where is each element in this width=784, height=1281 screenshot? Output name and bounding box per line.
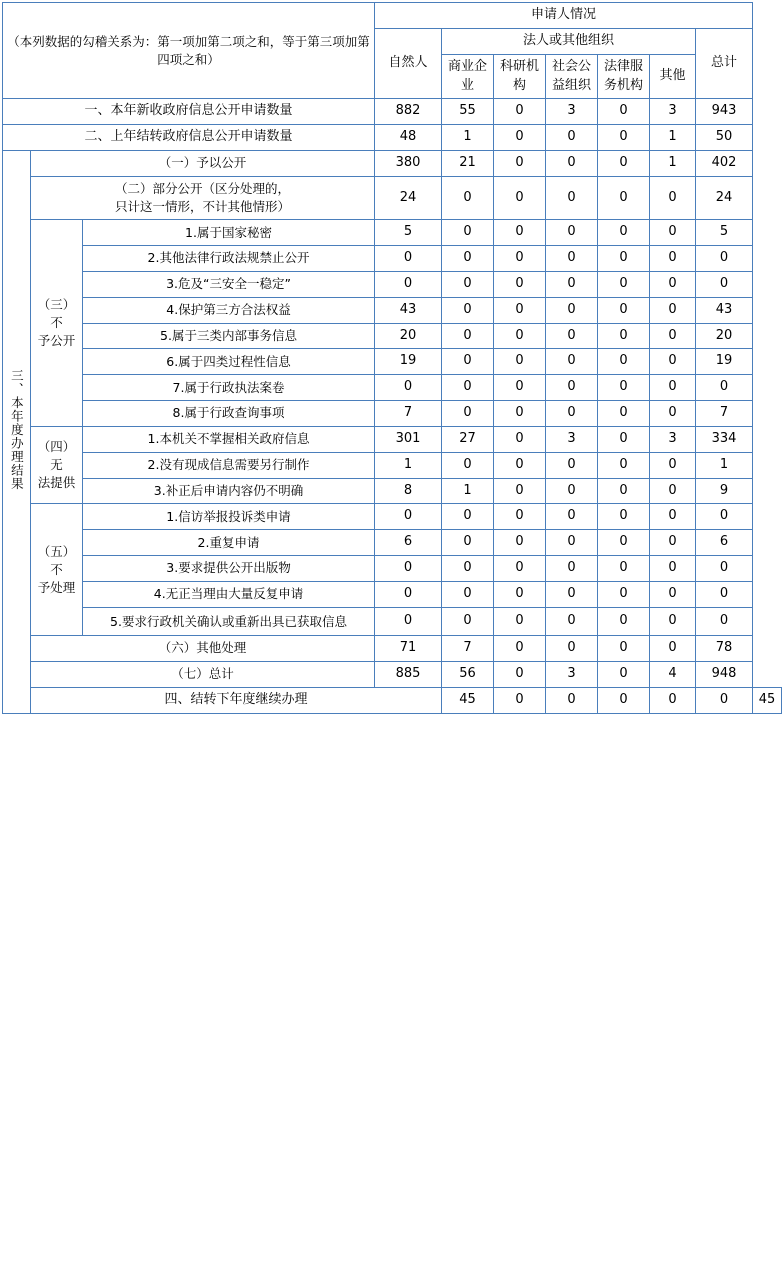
group-label-not-processed [31, 504, 83, 636]
cell-value: 0 [696, 556, 753, 582]
cell-value: 0 [598, 151, 650, 177]
cell-value: 9 [696, 478, 753, 504]
cell-value: 6 [696, 530, 753, 556]
cell-value: 1 [442, 478, 494, 504]
government-info-disclosure-table [2, 2, 782, 714]
cell-value: 0 [650, 401, 696, 427]
cell-value: 0 [598, 220, 650, 246]
cell-value: 0 [598, 401, 650, 427]
row-label-state-secret: 1.属于国家秘密 [83, 220, 375, 246]
cell-value: 0 [546, 636, 598, 662]
cell-value: 0 [598, 452, 650, 478]
cell-value: 0 [598, 426, 650, 452]
cell-value: 0 [546, 687, 598, 713]
cell-value: 0 [598, 636, 650, 662]
cell-value: 0 [650, 478, 696, 504]
header-legal-group: 法人或其他组织 [442, 28, 696, 54]
cell-value: 3 [650, 99, 696, 125]
cell-value: 56 [442, 661, 494, 687]
table-row [3, 323, 782, 349]
row-label-reconfirm-info: 5.要求行政机关确认或重新出具已获取信息 [83, 607, 375, 635]
table-row [3, 297, 782, 323]
table-row [3, 530, 782, 556]
cell-value: 0 [598, 271, 650, 297]
cell-value: 0 [650, 687, 696, 713]
row-label-still-unclear: 3.补正后申请内容仍不明确 [83, 478, 375, 504]
cell-value: 3 [546, 661, 598, 687]
cell-value: 0 [546, 246, 598, 272]
cell-value: 0 [598, 176, 650, 219]
cell-value: 0 [546, 151, 598, 177]
cell-value: 0 [546, 607, 598, 635]
cell-value: 0 [598, 99, 650, 125]
cell-value: 0 [494, 504, 546, 530]
cell-value: 0 [442, 220, 494, 246]
cell-value: 0 [598, 581, 650, 607]
cell-value: 0 [442, 246, 494, 272]
cell-value: 0 [650, 452, 696, 478]
cell-value: 7 [375, 401, 442, 427]
row-label-needs-creation: 2.没有现成信息需要另行制作 [83, 452, 375, 478]
cell-value: 19 [375, 349, 442, 375]
cell-value: 27 [442, 426, 494, 452]
cell-value: 0 [598, 478, 650, 504]
cell-value: 0 [696, 271, 753, 297]
header-applicant-group: 申请人情况 [375, 3, 753, 29]
cell-value: 0 [598, 246, 650, 272]
row-label-third-party-rights: 4.保护第三方合法权益 [83, 297, 375, 323]
table-row [3, 452, 782, 478]
cell-value: 0 [598, 556, 650, 582]
table-row [3, 607, 782, 635]
row-label-petition-complaint: 1.信访举报投诉类申请 [83, 504, 375, 530]
table-row [3, 246, 782, 272]
cell-value: 0 [375, 504, 442, 530]
cell-value: 0 [442, 297, 494, 323]
cell-value: 0 [546, 323, 598, 349]
cell-value: 882 [375, 99, 442, 125]
cell-value: 0 [546, 375, 598, 401]
table-row [3, 504, 782, 530]
cell-value: 0 [696, 504, 753, 530]
group-label-not-disclosed [31, 220, 83, 427]
cell-value: 71 [375, 636, 442, 662]
cell-value: 0 [375, 375, 442, 401]
row-label-partial-disclose-line2: 只计这一情形，不计其他情形） [115, 199, 291, 215]
table-header-row-1 [3, 3, 782, 29]
row-label-subtotal: （七）总计 [31, 661, 375, 687]
group-label-not-processed-line1: （五）不 [37, 543, 76, 577]
cell-value: 0 [650, 504, 696, 530]
cell-value: 0 [650, 581, 696, 607]
cell-value: 0 [494, 607, 546, 635]
row-label-new-applications: 一、本年新收政府信息公开申请数量 [3, 99, 375, 125]
cell-value: 0 [598, 504, 650, 530]
cell-value: 0 [546, 556, 598, 582]
row-label-enforcement-file: 7.属于行政执法案卷 [83, 375, 375, 401]
cell-value: 3 [546, 99, 598, 125]
cell-value: 78 [696, 636, 753, 662]
cell-value: 0 [442, 530, 494, 556]
cell-value: 5 [696, 220, 753, 246]
cell-value: 0 [598, 687, 650, 713]
cell-value: 0 [494, 426, 546, 452]
cell-value: 885 [375, 661, 442, 687]
cell-value: 0 [494, 246, 546, 272]
cell-value: 45 [442, 687, 494, 713]
table-row [3, 401, 782, 427]
row-label-carry-forward: 四、结转下年度继续办理 [31, 687, 442, 713]
table-row [3, 176, 782, 219]
cell-value: 0 [442, 452, 494, 478]
table-row [3, 375, 782, 401]
group-label-not-processed-line2: 予处理 [37, 579, 76, 595]
cell-value: 0 [546, 220, 598, 246]
cell-value: 0 [696, 607, 753, 635]
cell-value: 0 [442, 504, 494, 530]
table-row [3, 99, 782, 125]
cell-value: 20 [696, 323, 753, 349]
row-label-three-safety: 3.危及“三安全一稳定” [83, 271, 375, 297]
cell-value: 21 [442, 151, 494, 177]
cell-value: 0 [650, 220, 696, 246]
cell-value: 0 [546, 530, 598, 556]
cell-value: 0 [494, 661, 546, 687]
cell-value: 0 [696, 581, 753, 607]
row-label-internal-affairs: 5.属于三类内部事务信息 [83, 323, 375, 349]
cell-value: 6 [375, 530, 442, 556]
cell-value: 0 [546, 271, 598, 297]
row-label-carried-over: 二、上年结转政府信息公开申请数量 [3, 125, 375, 151]
group-label-unable-to-provide-line2: 法提供 [37, 475, 76, 491]
cell-value: 0 [650, 530, 696, 556]
cell-value: 948 [696, 661, 753, 687]
cell-value: 7 [442, 636, 494, 662]
cell-value: 45 [753, 687, 782, 713]
row-label-other-law-prohibits: 2.其他法律行政法规禁止公开 [83, 246, 375, 272]
cell-value: 402 [696, 151, 753, 177]
header-natural-person: 自然人 [375, 28, 442, 99]
cell-value: 0 [546, 581, 598, 607]
cell-value: 24 [375, 176, 442, 219]
group-label-unable-to-provide-line1: （四）无 [37, 438, 76, 473]
cell-value: 0 [650, 297, 696, 323]
group-label-unable-to-provide [31, 426, 83, 504]
cell-value: 0 [375, 246, 442, 272]
row-label-partial-disclose [31, 176, 375, 219]
cell-value: 0 [650, 375, 696, 401]
cell-value: 0 [494, 176, 546, 219]
cell-value: 334 [696, 426, 753, 452]
cell-value: 0 [494, 478, 546, 504]
table-row [3, 426, 782, 452]
header-note-cell: （本列数据的勾稽关系为：第一项加第二项之和，等于第三项加第四项之和） [3, 3, 375, 99]
cell-value: 0 [494, 375, 546, 401]
cell-value: 0 [598, 125, 650, 151]
header-legal-service-org: 法律服务机构 [598, 54, 650, 99]
cell-value: 0 [650, 323, 696, 349]
header-commercial-enterprise: 商业企业 [442, 54, 494, 99]
cell-value: 0 [494, 687, 546, 713]
cell-value: 19 [696, 349, 753, 375]
table-row [3, 151, 782, 177]
cell-value: 943 [696, 99, 753, 125]
cell-value: 1 [375, 452, 442, 478]
row-label-repeated-requests: 4.无正当理由大量反复申请 [83, 581, 375, 607]
cell-value: 0 [494, 271, 546, 297]
cell-value: 0 [442, 607, 494, 635]
group-label-not-disclosed-line1: （三）不 [37, 296, 76, 330]
cell-value: 0 [598, 607, 650, 635]
table-row [3, 687, 782, 713]
row-label-not-held: 1.本机关不掌握相关政府信息 [83, 426, 375, 452]
group-label-section-3-text: 三、本年度办理结果 [9, 368, 25, 491]
cell-value: 0 [494, 151, 546, 177]
table-row [3, 478, 782, 504]
table-row [3, 556, 782, 582]
cell-value: 0 [494, 581, 546, 607]
cell-value: 0 [442, 323, 494, 349]
cell-value: 0 [546, 452, 598, 478]
report-page [0, 2, 784, 1281]
cell-value: 1 [650, 151, 696, 177]
group-label-section-3 [3, 151, 31, 714]
cell-value: 380 [375, 151, 442, 177]
cell-value: 0 [442, 271, 494, 297]
cell-value: 0 [598, 530, 650, 556]
cell-value: 0 [696, 375, 753, 401]
header-other: 其他 [650, 54, 696, 99]
cell-value: 0 [650, 176, 696, 219]
cell-value: 0 [650, 349, 696, 375]
cell-value: 4 [650, 661, 696, 687]
cell-value: 0 [650, 271, 696, 297]
cell-value: 0 [546, 349, 598, 375]
cell-value: 0 [494, 220, 546, 246]
cell-value: 3 [546, 426, 598, 452]
cell-value: 3 [650, 426, 696, 452]
table-row [3, 349, 782, 375]
table-row [3, 636, 782, 662]
cell-value: 0 [494, 636, 546, 662]
table-row [3, 220, 782, 246]
cell-value: 8 [375, 478, 442, 504]
cell-value: 0 [494, 452, 546, 478]
table-row [3, 581, 782, 607]
row-label-other-handling: （六）其他处理 [31, 636, 375, 662]
cell-value: 0 [375, 607, 442, 635]
cell-value: 0 [442, 349, 494, 375]
row-label-admin-query: 8.属于行政查询事项 [83, 401, 375, 427]
cell-value: 0 [494, 297, 546, 323]
cell-value: 0 [494, 556, 546, 582]
cell-value: 0 [598, 323, 650, 349]
cell-value: 0 [650, 556, 696, 582]
cell-value: 0 [546, 125, 598, 151]
cell-value: 0 [546, 297, 598, 323]
header-research-institution: 科研机构 [494, 54, 546, 99]
cell-value: 1 [442, 125, 494, 151]
cell-value: 0 [598, 661, 650, 687]
cell-value: 43 [375, 297, 442, 323]
cell-value: 0 [442, 375, 494, 401]
cell-value: 301 [375, 426, 442, 452]
cell-value: 0 [546, 176, 598, 219]
cell-value: 1 [696, 452, 753, 478]
cell-value: 0 [494, 349, 546, 375]
cell-value: 0 [650, 246, 696, 272]
table-row [3, 661, 782, 687]
cell-value: 5 [375, 220, 442, 246]
header-total: 总计 [696, 28, 753, 99]
row-label-published-materials: 3.要求提供公开出版物 [83, 556, 375, 582]
cell-value: 0 [442, 176, 494, 219]
cell-value: 48 [375, 125, 442, 151]
row-label-process-info: 6.属于四类过程性信息 [83, 349, 375, 375]
cell-value: 0 [546, 478, 598, 504]
table-row [3, 271, 782, 297]
cell-value: 0 [650, 636, 696, 662]
cell-value: 0 [375, 581, 442, 607]
row-label-duplicate-request: 2.重复申请 [83, 530, 375, 556]
row-label-partial-disclose-line1: （二）部分公开（区分处理的， [115, 180, 291, 196]
header-public-welfare-org: 社会公益组织 [546, 54, 598, 99]
cell-value: 0 [375, 271, 442, 297]
group-label-not-disclosed-line2: 予公开 [37, 333, 76, 349]
cell-value: 0 [598, 349, 650, 375]
cell-value: 55 [442, 99, 494, 125]
row-label-disclose: （一）予以公开 [31, 151, 375, 177]
cell-value: 0 [598, 297, 650, 323]
cell-value: 1 [650, 125, 696, 151]
cell-value: 7 [696, 401, 753, 427]
cell-value: 43 [696, 297, 753, 323]
cell-value: 20 [375, 323, 442, 349]
cell-value: 0 [494, 401, 546, 427]
cell-value: 0 [696, 246, 753, 272]
cell-value: 0 [494, 530, 546, 556]
cell-value: 50 [696, 125, 753, 151]
cell-value: 0 [442, 556, 494, 582]
cell-value: 0 [494, 125, 546, 151]
cell-value: 24 [696, 176, 753, 219]
cell-value: 0 [494, 323, 546, 349]
table-row [3, 125, 782, 151]
cell-value: 0 [442, 581, 494, 607]
cell-value: 0 [696, 687, 753, 713]
cell-value: 0 [650, 607, 696, 635]
cell-value: 0 [494, 99, 546, 125]
cell-value: 0 [375, 556, 442, 582]
cell-value: 0 [598, 375, 650, 401]
cell-value: 0 [546, 504, 598, 530]
cell-value: 0 [442, 401, 494, 427]
cell-value: 0 [546, 401, 598, 427]
